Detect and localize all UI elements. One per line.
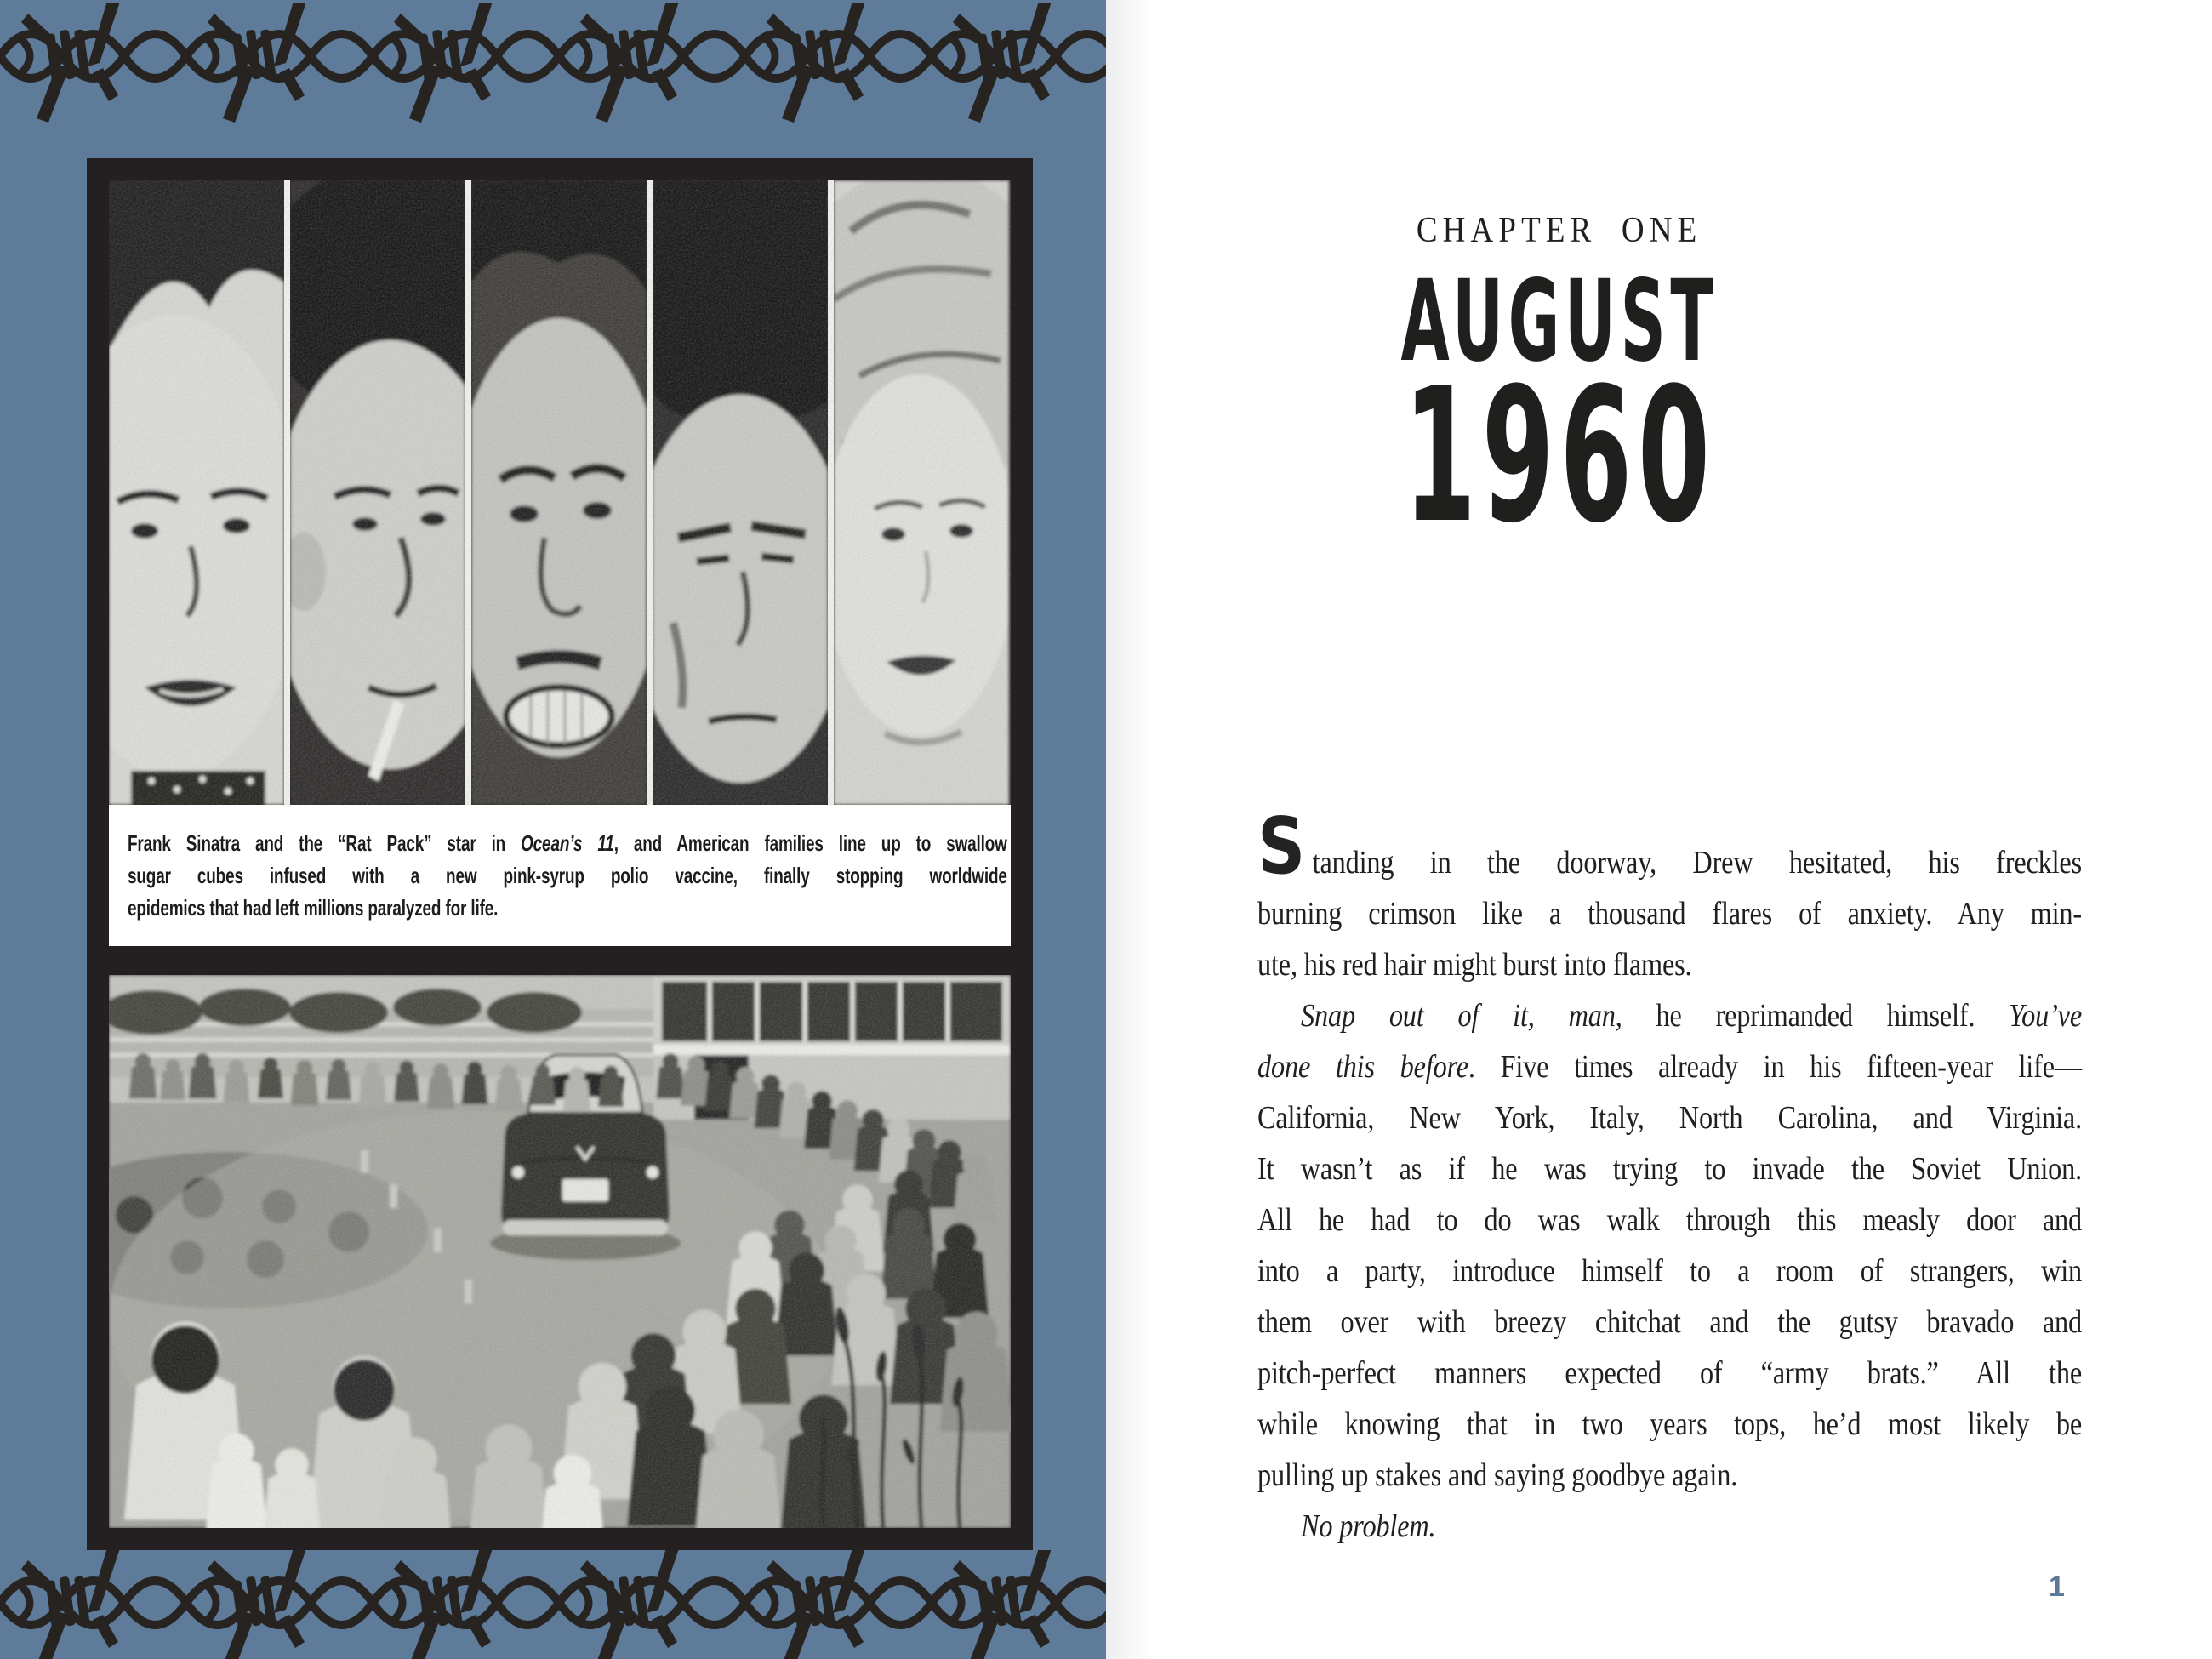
rat-pack-collage-image: [109, 180, 1011, 805]
text-line: Frank Sinatra and the “Rat Pack” star in Ocean’s 11, and American families line up to swallow: [128, 830, 1007, 856]
text-line: ute, his red hair might burst into flames.: [1257, 947, 1692, 983]
chapter-label-text: CHAPTER ONE: [1417, 211, 1702, 250]
barbed-wire-top-icon: [0, 3, 1106, 123]
right-page: [1106, 0, 2212, 1659]
caption-text: [128, 827, 1007, 924]
text-line: pulling up stakes and saying goodbye again.: [1257, 1457, 1738, 1493]
page-number: 1: [2049, 1571, 2065, 1603]
text-line: California, New York, Italy, North Carolina, and Virginia.: [1257, 1100, 2082, 1136]
text-line: epidemics that had left millions paralyzed for life.: [128, 895, 499, 921]
photo-caption: [109, 805, 1011, 946]
text-line: Snap out of it, man, he reprimanded himself. You’ve: [1301, 998, 2083, 1034]
chapter-title-1960-text: 1960: [1403, 349, 1716, 564]
text-line: done this before. Five times already in his fifteen-year life—: [1257, 1049, 2082, 1085]
photo-frame: [87, 158, 1033, 1550]
body-text: [1257, 801, 2083, 1552]
text-line: It wasn’t as if he was trying to invade the Soviet Union.: [1257, 1151, 2082, 1187]
text-line: into a party, introduce himself to a room of strangers, win: [1257, 1253, 2082, 1289]
chapter-title-august-text: AUGUST: [1400, 256, 1719, 387]
frame-divider: [109, 946, 1011, 975]
text-line: sugar cubes infused with a new pink-syrup polio vaccine, finally stopping worldwide: [128, 863, 1007, 888]
text-line: No problem.: [1301, 1508, 1436, 1544]
drop-cap: S: [1257, 801, 1306, 892]
text-line: Standing in the doorway, Drew hesitated, his freckles: [1257, 801, 2082, 892]
text-line: pitch-perfect manners expected of “army brats.” All the: [1257, 1355, 2082, 1391]
text-line: them over with breezy chitchat and the gutsy bravado and: [1257, 1304, 2082, 1340]
gutter-shadow: [1106, 0, 1154, 1659]
barbed-wire-bottom-icon: [0, 1550, 1106, 1659]
text-line: All he had to do was walk through this measly door and: [1257, 1202, 2082, 1238]
chapter-label: [1257, 213, 1861, 248]
text-line: while knowing that in two years tops, he’d most likely be: [1257, 1406, 2082, 1442]
text-line: burning crimson like a thousand flares of anxiety. Any min-: [1257, 896, 2082, 932]
chapter-title-1960: [1257, 349, 1861, 564]
vaccine-line-photo: [109, 975, 1011, 1528]
